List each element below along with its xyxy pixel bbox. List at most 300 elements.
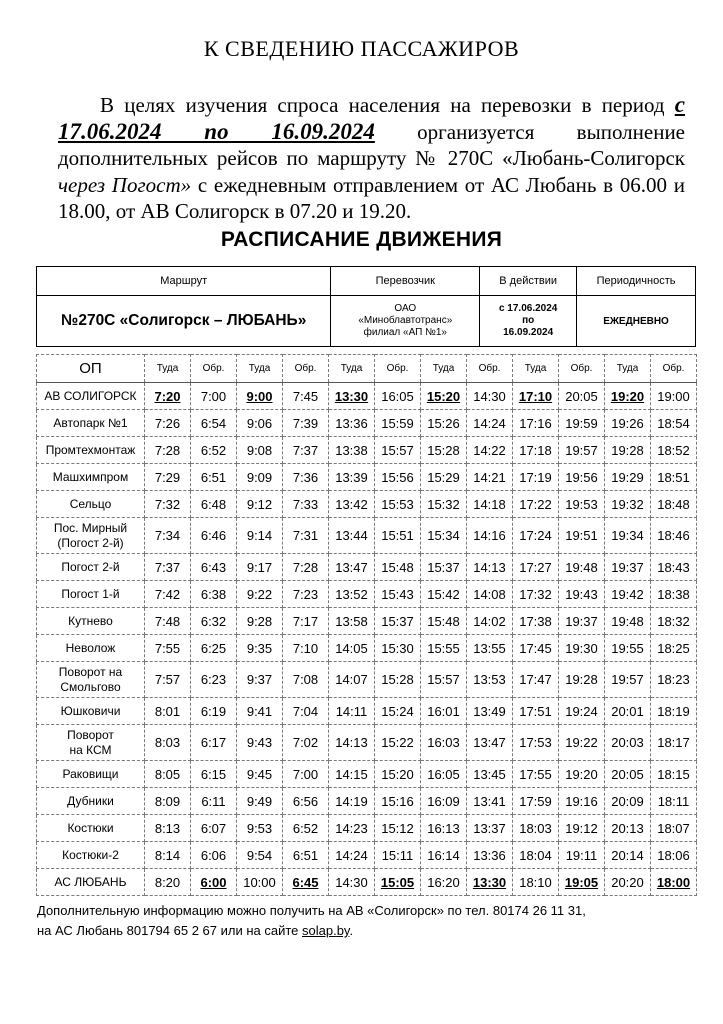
time-cell: 13:30 bbox=[467, 869, 513, 896]
time-cell: 6:51 bbox=[283, 842, 329, 869]
time-cell: 7:28 bbox=[283, 554, 329, 581]
stop-name bbox=[37, 410, 145, 437]
time-cell: 9:41 bbox=[237, 698, 283, 725]
time-cell: 18:04 bbox=[513, 842, 559, 869]
time-cell: 18:19 bbox=[651, 698, 697, 725]
time-cell: 18:07 bbox=[651, 815, 697, 842]
time-cell: 16:14 bbox=[421, 842, 467, 869]
stop-name-line: (Погост 2-й) bbox=[57, 535, 124, 550]
time-cell: 18:51 bbox=[651, 464, 697, 491]
stop-name-line: Кутнево bbox=[68, 613, 113, 628]
footer-line-2 bbox=[37, 921, 707, 941]
stop-name-line: Костюки-2 bbox=[62, 847, 119, 862]
stop-name bbox=[37, 761, 145, 788]
time-cell: 7:10 bbox=[283, 635, 329, 662]
time-cell: 15:32 bbox=[421, 491, 467, 518]
direction-header: Туда bbox=[421, 355, 467, 383]
stop-column-header: ОП bbox=[37, 355, 145, 383]
time-cell: 7:39 bbox=[283, 410, 329, 437]
notice-heading: К СВЕДЕНИЮ ПАССАЖИРОВ bbox=[203, 36, 520, 61]
time-cell: 19:28 bbox=[605, 437, 651, 464]
time-cell: 6:06 bbox=[191, 842, 237, 869]
stop-name bbox=[37, 815, 145, 842]
time-cell: 17:27 bbox=[513, 554, 559, 581]
intro-paragraph bbox=[58, 92, 685, 225]
table-row bbox=[37, 464, 697, 491]
time-cell: 20:14 bbox=[605, 842, 651, 869]
table-row bbox=[37, 554, 697, 581]
time-cell: 9:37 bbox=[237, 662, 283, 698]
stop-name bbox=[37, 437, 145, 464]
stop-name-line: Дубники bbox=[67, 793, 114, 808]
time-cell: 7:55 bbox=[145, 635, 191, 662]
time-cell: 19:26 bbox=[605, 410, 651, 437]
time-cell: 9:49 bbox=[237, 788, 283, 815]
validity-line: по bbox=[522, 315, 535, 326]
time-cell: 15:37 bbox=[421, 554, 467, 581]
intro-period: с 17.06.2024 по 16.09.2024 bbox=[58, 92, 685, 144]
table-row bbox=[37, 383, 697, 410]
route-name: №270С «Солигорск – ЛЮБАНЬ» bbox=[37, 296, 331, 347]
frequency-value: ЕЖЕДНЕВНО bbox=[577, 296, 696, 347]
time-cell: 17:22 bbox=[513, 491, 559, 518]
time-cell: 13:52 bbox=[329, 581, 375, 608]
time-cell: 15:05 bbox=[375, 869, 421, 896]
time-cell: 14:30 bbox=[329, 869, 375, 896]
time-cell: 7:42 bbox=[145, 581, 191, 608]
time-cell: 8:14 bbox=[145, 842, 191, 869]
carrier-header: Перевозчик bbox=[331, 267, 480, 296]
table-row bbox=[37, 815, 697, 842]
time-cell: 7:36 bbox=[283, 464, 329, 491]
stop-name bbox=[37, 842, 145, 869]
stop-name-line: Поворот bbox=[67, 727, 114, 742]
time-cell: 20:03 bbox=[605, 725, 651, 761]
time-cell: 13:39 bbox=[329, 464, 375, 491]
time-cell: 9:35 bbox=[237, 635, 283, 662]
time-cell: 8:05 bbox=[145, 761, 191, 788]
stop-name bbox=[37, 788, 145, 815]
time-cell: 15:16 bbox=[375, 788, 421, 815]
table-row bbox=[37, 788, 697, 815]
time-cell: 15:59 bbox=[375, 410, 421, 437]
time-cell: 15:37 bbox=[375, 608, 421, 635]
time-cell: 17:16 bbox=[513, 410, 559, 437]
stop-name-line: Промтехмонтаж bbox=[45, 442, 136, 457]
time-cell: 17:47 bbox=[513, 662, 559, 698]
time-cell: 18:38 bbox=[651, 581, 697, 608]
time-cell: 19:55 bbox=[605, 635, 651, 662]
table-row bbox=[37, 761, 697, 788]
time-cell: 15:51 bbox=[375, 518, 421, 554]
time-cell: 9:54 bbox=[237, 842, 283, 869]
time-cell: 13:53 bbox=[467, 662, 513, 698]
time-cell: 18:25 bbox=[651, 635, 697, 662]
time-cell: 13:45 bbox=[467, 761, 513, 788]
time-cell: 6:19 bbox=[191, 698, 237, 725]
intro-via: через Погост» bbox=[58, 172, 192, 197]
time-cell: 7:02 bbox=[283, 725, 329, 761]
stop-name-line: Автопарк №1 bbox=[53, 415, 128, 430]
time-cell: 19:59 bbox=[559, 410, 605, 437]
time-cell: 18:15 bbox=[651, 761, 697, 788]
table-row bbox=[37, 662, 697, 698]
time-cell: 15:43 bbox=[375, 581, 421, 608]
validity-line: с 17.06.2024 bbox=[498, 303, 558, 314]
time-cell: 8:13 bbox=[145, 815, 191, 842]
time-cell: 19:51 bbox=[559, 518, 605, 554]
time-cell: 6:32 bbox=[191, 608, 237, 635]
time-cell: 19:57 bbox=[559, 437, 605, 464]
time-cell: 16:20 bbox=[421, 869, 467, 896]
table-row bbox=[37, 635, 697, 662]
carrier-line: «Миноблавтотранс» bbox=[358, 315, 453, 326]
table-row bbox=[37, 410, 697, 437]
time-cell: 15:20 bbox=[375, 761, 421, 788]
time-cell: 17:18 bbox=[513, 437, 559, 464]
time-cell: 16:05 bbox=[375, 383, 421, 410]
time-cell: 13:44 bbox=[329, 518, 375, 554]
carrier-line: филиал «АП №1» bbox=[363, 327, 447, 338]
route-header: Маршрут bbox=[37, 267, 331, 296]
time-cell: 7:48 bbox=[145, 608, 191, 635]
stop-name-line: Раковищи bbox=[62, 766, 119, 781]
time-cell: 15:11 bbox=[375, 842, 421, 869]
time-cell: 6:52 bbox=[283, 815, 329, 842]
table-row bbox=[37, 608, 697, 635]
stop-name-line: Пос. Мирный bbox=[53, 520, 128, 535]
time-cell: 7:31 bbox=[283, 518, 329, 554]
time-cell: 19:12 bbox=[559, 815, 605, 842]
time-cell: 15:20 bbox=[421, 383, 467, 410]
time-cell: 6:43 bbox=[191, 554, 237, 581]
stop-name-line: Погост 2-й bbox=[61, 559, 120, 574]
stop-name bbox=[37, 464, 145, 491]
time-cell: 14:21 bbox=[467, 464, 513, 491]
time-cell: 19:48 bbox=[559, 554, 605, 581]
time-cell: 18:54 bbox=[651, 410, 697, 437]
time-cell: 18:32 bbox=[651, 608, 697, 635]
time-cell: 19:29 bbox=[605, 464, 651, 491]
time-cell: 14:24 bbox=[467, 410, 513, 437]
time-cell: 14:22 bbox=[467, 437, 513, 464]
time-cell: 16:13 bbox=[421, 815, 467, 842]
stop-name bbox=[37, 554, 145, 581]
carrier-name bbox=[331, 296, 480, 347]
intro-text-2: организуется выполнение дополнительных рейсов по маршруту № 270С «Любань-Солигорск bbox=[58, 119, 685, 170]
footer-end: . bbox=[349, 923, 354, 938]
stop-name-line: Погост 1-й bbox=[61, 586, 120, 601]
time-cell: 19:28 bbox=[559, 662, 605, 698]
time-cell: 7:32 bbox=[145, 491, 191, 518]
time-cell: 20:05 bbox=[559, 383, 605, 410]
timetable-header-row bbox=[37, 355, 697, 383]
time-cell: 17:59 bbox=[513, 788, 559, 815]
time-cell: 14:02 bbox=[467, 608, 513, 635]
time-cell: 6:17 bbox=[191, 725, 237, 761]
time-cell: 14:30 bbox=[467, 383, 513, 410]
time-cell: 14:23 bbox=[329, 815, 375, 842]
time-cell: 6:48 bbox=[191, 491, 237, 518]
validity-line: 16.09.2024 bbox=[503, 327, 554, 338]
time-cell: 9:12 bbox=[237, 491, 283, 518]
time-cell: 19:22 bbox=[559, 725, 605, 761]
time-cell: 14:15 bbox=[329, 761, 375, 788]
time-cell: 15:26 bbox=[421, 410, 467, 437]
table-row bbox=[37, 581, 697, 608]
stop-name bbox=[37, 698, 145, 725]
time-cell: 7:37 bbox=[283, 437, 329, 464]
time-cell: 18:17 bbox=[651, 725, 697, 761]
validity-period bbox=[480, 296, 577, 347]
time-cell: 20:20 bbox=[605, 869, 651, 896]
time-cell: 17:55 bbox=[513, 761, 559, 788]
time-cell: 9:06 bbox=[237, 410, 283, 437]
time-cell: 7:00 bbox=[283, 761, 329, 788]
time-cell: 15:48 bbox=[375, 554, 421, 581]
time-cell: 7:33 bbox=[283, 491, 329, 518]
time-cell: 17:38 bbox=[513, 608, 559, 635]
time-cell: 7:57 bbox=[145, 662, 191, 698]
time-cell: 15:29 bbox=[421, 464, 467, 491]
stop-name bbox=[37, 635, 145, 662]
time-cell: 7:20 bbox=[145, 383, 191, 410]
time-cell: 15:55 bbox=[421, 635, 467, 662]
time-cell: 8:03 bbox=[145, 725, 191, 761]
time-cell: 20:09 bbox=[605, 788, 651, 815]
time-cell: 13:58 bbox=[329, 608, 375, 635]
time-cell: 7:00 bbox=[191, 383, 237, 410]
table-row bbox=[37, 725, 697, 761]
time-cell: 18:03 bbox=[513, 815, 559, 842]
table-row bbox=[37, 437, 697, 464]
time-cell: 7:45 bbox=[283, 383, 329, 410]
time-cell: 9:08 bbox=[237, 437, 283, 464]
time-cell: 9:45 bbox=[237, 761, 283, 788]
time-cell: 6:15 bbox=[191, 761, 237, 788]
time-cell: 15:30 bbox=[375, 635, 421, 662]
time-cell: 17:19 bbox=[513, 464, 559, 491]
time-cell: 6:56 bbox=[283, 788, 329, 815]
time-cell: 19:16 bbox=[559, 788, 605, 815]
time-cell: 19:57 bbox=[605, 662, 651, 698]
time-cell: 9:14 bbox=[237, 518, 283, 554]
time-cell: 19:32 bbox=[605, 491, 651, 518]
time-cell: 13:41 bbox=[467, 788, 513, 815]
time-cell: 17:51 bbox=[513, 698, 559, 725]
direction-header: Туда bbox=[605, 355, 651, 383]
time-cell: 19:00 bbox=[651, 383, 697, 410]
time-cell: 9:43 bbox=[237, 725, 283, 761]
time-cell: 13:47 bbox=[329, 554, 375, 581]
time-cell: 15:28 bbox=[375, 662, 421, 698]
time-cell: 6:54 bbox=[191, 410, 237, 437]
stop-name-line: Машхимпром bbox=[52, 469, 129, 484]
stop-name-line: АВ СОЛИГОРСК bbox=[44, 388, 137, 403]
time-cell: 14:19 bbox=[329, 788, 375, 815]
time-cell: 16:05 bbox=[421, 761, 467, 788]
time-cell: 6:46 bbox=[191, 518, 237, 554]
time-cell: 6:07 bbox=[191, 815, 237, 842]
time-cell: 8:20 bbox=[145, 869, 191, 896]
time-cell: 7:04 bbox=[283, 698, 329, 725]
time-cell: 9:53 bbox=[237, 815, 283, 842]
frequency-header: Периодичность bbox=[577, 267, 696, 296]
time-cell: 20:05 bbox=[605, 761, 651, 788]
time-cell: 18:00 bbox=[651, 869, 697, 896]
time-cell: 15:28 bbox=[421, 437, 467, 464]
direction-header: Обр. bbox=[559, 355, 605, 383]
time-cell: 17:32 bbox=[513, 581, 559, 608]
time-cell: 13:30 bbox=[329, 383, 375, 410]
time-cell: 7:08 bbox=[283, 662, 329, 698]
time-cell: 14:24 bbox=[329, 842, 375, 869]
time-cell: 15:22 bbox=[375, 725, 421, 761]
time-cell: 6:25 bbox=[191, 635, 237, 662]
stop-name bbox=[37, 491, 145, 518]
table-row bbox=[37, 869, 697, 896]
time-cell: 19:43 bbox=[559, 581, 605, 608]
validity-header: В действии bbox=[480, 267, 577, 296]
time-cell: 14:08 bbox=[467, 581, 513, 608]
time-cell: 18:11 bbox=[651, 788, 697, 815]
time-cell: 19:48 bbox=[605, 608, 651, 635]
stop-name-line: Юшковичи bbox=[60, 703, 121, 718]
time-cell: 19:24 bbox=[559, 698, 605, 725]
time-cell: 6:38 bbox=[191, 581, 237, 608]
time-cell: 6:00 bbox=[191, 869, 237, 896]
time-cell: 14:16 bbox=[467, 518, 513, 554]
time-cell: 14:05 bbox=[329, 635, 375, 662]
time-cell: 18:10 bbox=[513, 869, 559, 896]
website-link[interactable]: solap.by bbox=[302, 923, 350, 938]
direction-header: Туда bbox=[145, 355, 191, 383]
time-cell: 7:34 bbox=[145, 518, 191, 554]
time-cell: 15:57 bbox=[375, 437, 421, 464]
direction-header: Обр. bbox=[467, 355, 513, 383]
stop-name-line: АС ЛЮБАНЬ bbox=[54, 874, 127, 889]
time-cell: 18:43 bbox=[651, 554, 697, 581]
time-cell: 6:52 bbox=[191, 437, 237, 464]
stop-name-line: на КСМ bbox=[69, 742, 112, 757]
time-cell: 9:28 bbox=[237, 608, 283, 635]
route-info-table bbox=[36, 266, 696, 347]
time-cell: 16:09 bbox=[421, 788, 467, 815]
time-cell: 20:01 bbox=[605, 698, 651, 725]
time-cell: 19:56 bbox=[559, 464, 605, 491]
time-cell: 13:47 bbox=[467, 725, 513, 761]
time-cell: 15:56 bbox=[375, 464, 421, 491]
time-cell: 13:49 bbox=[467, 698, 513, 725]
direction-header: Туда bbox=[329, 355, 375, 383]
time-cell: 14:13 bbox=[329, 725, 375, 761]
time-cell: 13:55 bbox=[467, 635, 513, 662]
time-cell: 19:37 bbox=[605, 554, 651, 581]
stop-name-line: Сельцо bbox=[69, 496, 112, 511]
route-info-header-row bbox=[37, 267, 696, 296]
time-cell: 15:34 bbox=[421, 518, 467, 554]
time-cell: 13:42 bbox=[329, 491, 375, 518]
time-cell: 7:29 bbox=[145, 464, 191, 491]
stop-name-line: Костюки bbox=[67, 820, 114, 835]
time-cell: 17:53 bbox=[513, 725, 559, 761]
time-cell: 18:23 bbox=[651, 662, 697, 698]
stop-name bbox=[37, 608, 145, 635]
time-cell: 19:34 bbox=[605, 518, 651, 554]
time-cell: 14:11 bbox=[329, 698, 375, 725]
time-cell: 9:22 bbox=[237, 581, 283, 608]
direction-header: Обр. bbox=[191, 355, 237, 383]
time-cell: 19:20 bbox=[605, 383, 651, 410]
time-cell: 6:51 bbox=[191, 464, 237, 491]
time-cell: 17:45 bbox=[513, 635, 559, 662]
time-cell: 18:52 bbox=[651, 437, 697, 464]
stop-name bbox=[37, 383, 145, 410]
route-info-value-row bbox=[37, 296, 696, 347]
time-cell: 6:11 bbox=[191, 788, 237, 815]
time-cell: 14:13 bbox=[467, 554, 513, 581]
time-cell: 15:42 bbox=[421, 581, 467, 608]
time-cell: 14:18 bbox=[467, 491, 513, 518]
time-cell: 9:09 bbox=[237, 464, 283, 491]
direction-header: Туда bbox=[237, 355, 283, 383]
stop-name bbox=[37, 662, 145, 698]
time-cell: 19:37 bbox=[559, 608, 605, 635]
time-cell: 18:46 bbox=[651, 518, 697, 554]
intro-text-3: с ежедневным отправлением от АС Любань в 06.00 и 18.00, от АВ Солигорск в 07.20 и 19.20. bbox=[58, 172, 685, 223]
time-cell: 9:00 bbox=[237, 383, 283, 410]
table-row bbox=[37, 491, 697, 518]
time-cell: 8:01 bbox=[145, 698, 191, 725]
direction-header: Обр. bbox=[651, 355, 697, 383]
time-cell: 19:30 bbox=[559, 635, 605, 662]
time-cell: 15:48 bbox=[421, 608, 467, 635]
time-cell: 15:53 bbox=[375, 491, 421, 518]
stop-name bbox=[37, 518, 145, 554]
time-cell: 15:12 bbox=[375, 815, 421, 842]
time-cell: 17:10 bbox=[513, 383, 559, 410]
time-cell: 10:00 bbox=[237, 869, 283, 896]
time-cell: 13:38 bbox=[329, 437, 375, 464]
time-cell: 19:05 bbox=[559, 869, 605, 896]
time-cell: 7:37 bbox=[145, 554, 191, 581]
time-cell: 14:07 bbox=[329, 662, 375, 698]
table-row bbox=[37, 518, 697, 554]
time-cell: 6:45 bbox=[283, 869, 329, 896]
intro-text-1: В целях изучения спроса населения на перевозки в период bbox=[100, 93, 675, 117]
schedule-title: РАСПИСАНИЕ ДВИЖЕНИЯ bbox=[220, 228, 503, 251]
time-cell: 7:17 bbox=[283, 608, 329, 635]
time-cell: 15:57 bbox=[421, 662, 467, 698]
time-cell: 17:24 bbox=[513, 518, 559, 554]
time-cell: 13:37 bbox=[467, 815, 513, 842]
time-cell: 19:11 bbox=[559, 842, 605, 869]
stop-name bbox=[37, 725, 145, 761]
timetable bbox=[36, 354, 697, 896]
table-row bbox=[37, 698, 697, 725]
carrier-line: ОАО bbox=[394, 303, 417, 314]
stop-name-line: Поворот на bbox=[58, 664, 123, 679]
footer-info bbox=[37, 901, 707, 941]
time-cell: 19:20 bbox=[559, 761, 605, 788]
stop-name bbox=[37, 869, 145, 896]
time-cell: 20:13 bbox=[605, 815, 651, 842]
time-cell: 19:42 bbox=[605, 581, 651, 608]
time-cell: 16:01 bbox=[421, 698, 467, 725]
time-cell: 13:36 bbox=[329, 410, 375, 437]
time-cell: 8:09 bbox=[145, 788, 191, 815]
direction-header: Обр. bbox=[375, 355, 421, 383]
